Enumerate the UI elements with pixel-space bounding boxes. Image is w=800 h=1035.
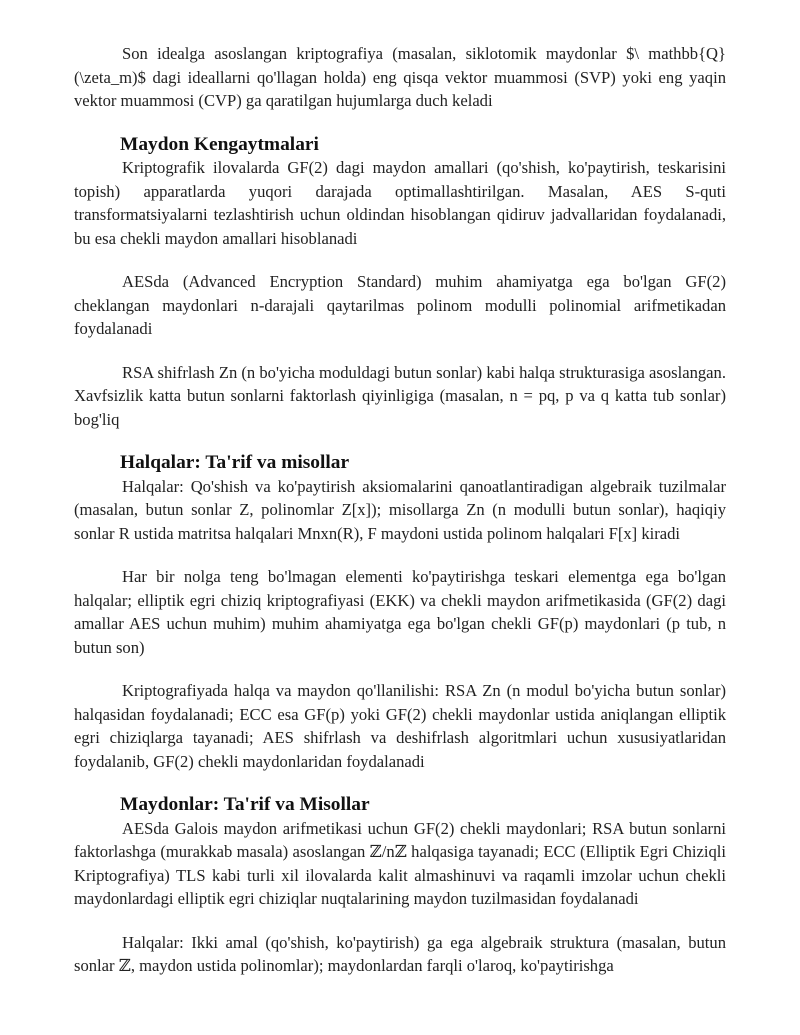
paragraph-crypto-applications: Kriptografiyada halqa va maydon qo'llanilishi: RSA Zn (n modul bo'yicha butun sonlar) halqasidan foydalanadi; ECC esa GF(p) yoki GF(2) chekli maydonlar ustida aniqlangan elliptik egri chiziqlarga tayanadi; AES shifrlash va deshifrlash algoritmlari uchun xususiyatlaridan foydalanib, GF(2) chekli maydonlaridan foydalanadi <box>74 681 726 771</box>
paragraph-rsa-ring: RSA shifrlash Zn (n bo'yicha moduldagi butun sonlar) kabi halqa strukturasiga asoslangan. Xavfsizlik katta butun sonlarni faktorlash qiyinligiga (masalan, n = pq, p va q katta tub sonlar) bog'liq <box>74 362 726 429</box>
paragraph-rings-two-operations: Halqalar: Ikki amal (qo'shish, ko'paytirish) ga ega algebraik struktura (masalan, butun sonlar ℤ, maydon ustida polinomlar); maydonlardan farqli o'laroq, ko'paytirishga <box>74 932 726 975</box>
paragraph-ideal-cryptography: Son idealga asoslangan kriptografiya (masalan, siklotomik maydonlar $\ mathbb{Q}(\zeta_m)$ dagi ideallarni qo'llagan holda) eng qisqa vektor muammosi (SVP) yoki eng yaqin vektor muammosi (CVP) ga qaratilgan hujumlarga duch keladi <box>74 44 726 110</box>
paragraph-rings-examples: Halqalar: Qo'shish va ko'paytirish aksiomalarini qanoatlantiradigan algebraik tuzilmalar (masalan, butun sonlar Z, polinomlar Z[x]); misollarga Zn (n modulli butun sonlar), haqiqiy sonlar R ustida matritsa halqalari Mnxn(R), F maydoni ustida polinom halqalari F[x] kiradi <box>74 476 726 543</box>
heading-fields-definition: Maydonlar: Ta'rif va Misollar <box>120 794 370 815</box>
heading-rings-definition: Halqalar: Ta'rif va misollar <box>120 452 350 473</box>
paragraph-aes-galois: AESda Galois maydon arifmetikasi uchun GF(2) chekli maydonlari; RSA butun sonlarni faktorlashga (murakkab masala) asoslangan ℤ/nℤ halqasiga tayanadi; ECC (Elliptik Egri Chiziqli Kriptografiya) TLS kabi turli xil ilovalarda kalit almashinuvi va raqamli imzolar uchun chekli maydonlardagi elliptik egri chiziqlar nuqtalarining maydon tuzilmasidan foydalanadi <box>74 818 726 908</box>
paragraph-aes-finite-fields: AESda (Advanced Encryption Standard) muhim ahamiyatga ega bo'lgan GF(2) cheklangan maydonlari n-darajali qaytarilmas polinom modulli polinomial arifmetikadan foydalanadi <box>74 272 726 338</box>
paragraph-gf2-operations: Kriptografik ilovalarda GF(2) dagi maydon amallari (qo'shish, ko'paytirish, teskarisini topish) apparatlarda yuqori darajada optimallashtirilgan. Masalan, AES S-quti transformatsiyalarni tezlashtirish uchun oldindan hisoblangan qidiruv jadvallaridan foydalanadi, bu esa chekli maydon amallari hisoblanadi <box>74 158 726 248</box>
heading-field-extensions: Maydon Kengaytmalari <box>120 133 319 155</box>
paragraph-fields-inverse: Har bir nolga teng bo'lmagan elementi ko'paytirishga teskari elementga ega bo'lgan halqalar; elliptik egri chiziq kriptografiyasi (EKK) va chekli maydon arifmetikasida (GF(2) dagi amallar AES uchun muhim) muhim ahamiyatga ega bo'lgan chekli GF(p) maydonlari (p tub, n butun son) <box>74 567 726 657</box>
document-page <box>74 42 726 998</box>
